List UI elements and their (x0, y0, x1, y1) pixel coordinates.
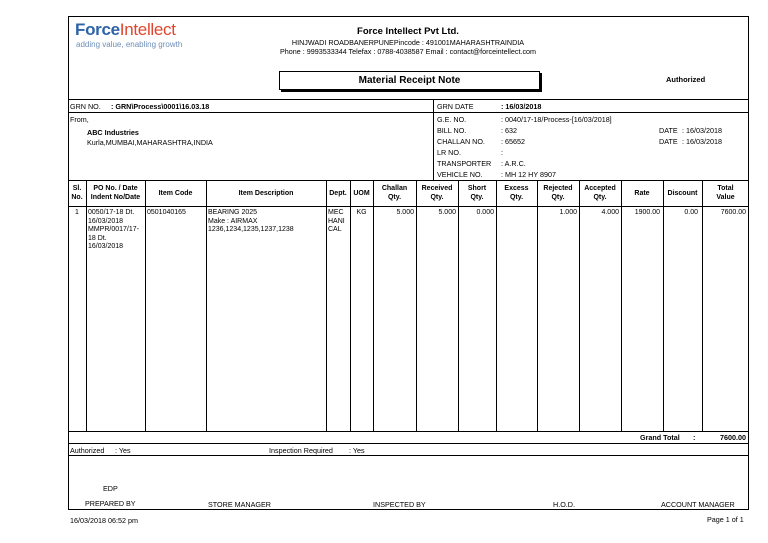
cell-uom: KG (356, 209, 367, 216)
page-number: Page 1 of 1 (707, 515, 744, 524)
cell-po: 0050/17-18 Dt. 16/03/2018 MMPR/0017/17- 18 Dt. 16/03/2018 (88, 209, 139, 250)
transporter-value: : A.R.C. (501, 159, 526, 168)
divider (702, 180, 703, 431)
company-name: Force Intellect Pvt Ltd. (357, 26, 459, 37)
cell-rate: 1900.00 (634, 209, 660, 216)
cell-dept: MEC HANI CAL (328, 209, 345, 233)
document-title: Material Receipt Note (279, 71, 540, 90)
cell-received-qty: 5.000 (438, 209, 456, 216)
divider (68, 431, 749, 432)
cell-challan-qty: 5.000 (396, 209, 414, 216)
authorized-label: Authorized (70, 446, 105, 455)
col-header-discount: Discount (667, 190, 698, 197)
logo-word-intellect: Intellect (119, 20, 176, 39)
cell-discount: 0.00 (684, 209, 698, 216)
divider (145, 180, 146, 431)
divider (496, 180, 497, 431)
divider (416, 180, 417, 431)
challan-date-label: DATE (659, 137, 678, 146)
company-address: HINJWADI ROADBANERPUNEPincode : 491001MAHARASHTRAINDIA (291, 38, 525, 47)
divider (206, 180, 207, 431)
bill-no-label: BILL NO. (437, 126, 467, 135)
inspection-required-label: Inspection Required (269, 446, 333, 455)
signature-account-manager: ACCOUNT MANAGER (661, 500, 735, 509)
divider (68, 206, 749, 207)
col-header-po: PO No. / Date Indent No/Date (90, 185, 141, 201)
signature-inspected-by: INSPECTED BY (373, 500, 426, 509)
col-header-challan-qty: Challan Qty. (381, 185, 408, 201)
lr-no-label: LR NO. (437, 148, 461, 157)
ge-no-label: G.E. NO. (437, 115, 467, 124)
divider (326, 180, 327, 431)
divider (86, 180, 87, 431)
col-header-received-qty: Received Qty. (421, 185, 453, 201)
company-logo (75, 20, 176, 40)
cell-short-qty: 0.000 (476, 209, 494, 216)
signature-hod: H.O.D. (553, 500, 575, 509)
col-header-uom: UOM (353, 190, 370, 197)
transporter-label: TRANSPORTER (437, 159, 492, 168)
vehicle-no-value: : MH 12 HY 8907 (501, 170, 557, 179)
col-header-item-description: Item Description (238, 190, 294, 197)
col-header-sl: Sl. No. (71, 185, 83, 201)
grn-no-value: : GRN\Process\0001\16.03.18 (111, 102, 210, 111)
grand-total-value: 7600.00 (720, 433, 746, 442)
grn-date-label: GRN DATE (437, 102, 474, 111)
grand-total-label: Grand Total (640, 433, 680, 442)
divider (579, 180, 580, 431)
divider (68, 99, 749, 100)
bill-date-label: DATE (659, 126, 678, 135)
col-header-accepted-qty: Accepted Qty. (584, 185, 616, 201)
grn-no-label: GRN NO. (70, 102, 101, 111)
col-header-total-value: Total Value (716, 185, 735, 201)
col-header-excess-qty: Excess Qty. (504, 185, 529, 201)
cell-sl: 1 (75, 209, 79, 216)
signature-prepared-by: PREPARED BY (85, 499, 136, 508)
ge-no-value: : 0040/17-18/Process-[16/03/2018] (501, 115, 612, 124)
grand-total-colon: : (693, 433, 696, 442)
supplier-name: ABC Industries (87, 128, 139, 137)
divider (458, 180, 459, 431)
from-label: From, (70, 115, 89, 124)
divider (621, 180, 622, 431)
divider (350, 180, 351, 431)
divider (537, 180, 538, 431)
signature-store-manager: STORE MANAGER (208, 500, 271, 509)
col-header-item-code: Item Code (158, 190, 193, 197)
inspection-required-value: : Yes (349, 446, 365, 455)
prepared-by-name: EDP (103, 484, 118, 493)
divider (373, 180, 374, 431)
divider (68, 112, 749, 113)
bill-date-value: : 16/03/2018 (682, 126, 722, 135)
divider (433, 99, 434, 180)
cell-accepted-qty: 4.000 (601, 209, 619, 216)
vehicle-no-label: VEHICLE NO. (437, 170, 483, 179)
challan-no-label: CHALLAN NO. (437, 137, 485, 146)
company-contact: Phone : 9993533344 Telefax : 0788-4038587 Email : contact@forceintellect.com (279, 47, 537, 56)
divider (68, 180, 749, 181)
cell-rejected-qty: 1.000 (559, 209, 577, 216)
cell-total-value: 7600.00 (720, 209, 746, 216)
divider (68, 455, 749, 456)
supplier-address: Kurla,MUMBAI,MAHARASHTRA,INDIA (87, 138, 213, 147)
bill-no-value: : 632 (501, 126, 517, 135)
printed-timestamp: 16/03/2018 06:52 pm (70, 516, 138, 525)
lr-no-value: : (501, 148, 503, 157)
status-authorized: Authorized (666, 75, 706, 84)
cell-item-code: 0501040165 (147, 209, 186, 216)
cell-item-description: BEARING 2025 Make : AIRMAX 1236,1234,1235,1237,1238 (208, 209, 294, 233)
challan-date-value: : 16/03/2018 (682, 137, 722, 146)
divider (663, 180, 664, 431)
divider (68, 443, 749, 444)
grn-date-value: : 16/03/2018 (501, 102, 542, 111)
company-tagline: adding value, enabling growth (76, 40, 183, 49)
col-header-rate: Rate (634, 190, 650, 197)
col-header-short-qty: Short Qty. (467, 185, 487, 201)
logo-word-force: Force (75, 20, 120, 39)
authorized-value: : Yes (115, 446, 131, 455)
col-header-rejected-qty: Rejected Qty. (543, 185, 573, 201)
col-header-dept: Dept. (329, 190, 347, 197)
challan-no-value: : 65652 (501, 137, 525, 146)
